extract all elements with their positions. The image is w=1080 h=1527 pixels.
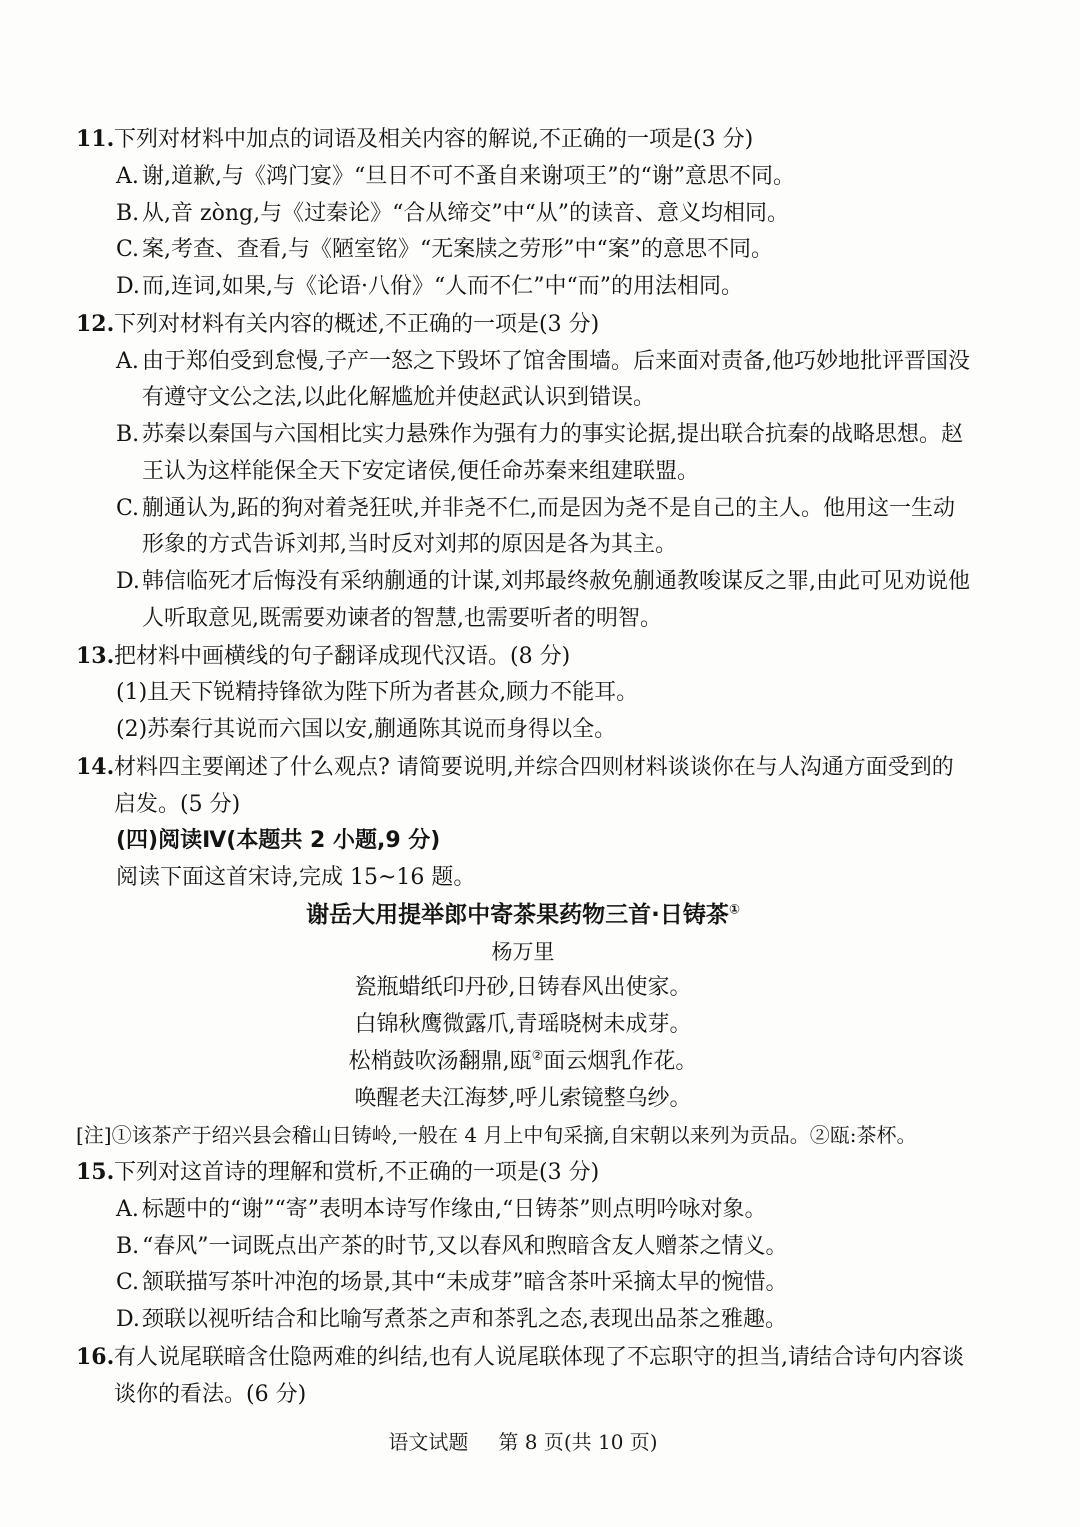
option-label: C.: [116, 495, 140, 521]
footer-exam-title: 语文试题: [388, 1430, 469, 1455]
question-14-number: 14.: [76, 753, 115, 780]
option-text: 由于郑伯受到怠慢,子产一怒之下毁坏了馆舍围墙。后来面对责备,他巧妙地批评晋国没有遵守文公之法,以此化解尴尬并使赵武认识到错误。: [142, 348, 970, 411]
question-16-stem: [76, 1339, 970, 1414]
question-16-stem-text: 有人说尾联暗含仕隐两难的纠结,也有人说尾联体现了不忘职守的担当,请结合诗句内容谈谈你的看法。(6 分): [114, 1344, 964, 1407]
option-label: A.: [116, 163, 139, 189]
question-13-number: 13.: [76, 642, 115, 669]
option-text: 颔联描写茶叶冲泡的场景,其中“未成芽”暗含茶叶采摘太早的惋惜。: [142, 1270, 788, 1296]
option-label: B.: [116, 1233, 140, 1259]
option-label: C.: [116, 237, 140, 263]
question-12-stem-text: 下列对材料有关内容的概述,不正确的一项是(3 分): [114, 311, 600, 337]
question-11-option-a: [116, 159, 970, 196]
option-text: 案,考查、查看,与《陋室铭》“无案牍之劳形”中“案”的意思不同。: [142, 237, 773, 263]
question-11-option-b: [116, 196, 970, 233]
section-4-heading: (四)阅读Ⅳ(本题共 2 小题,9 分): [116, 828, 441, 854]
question-13-stem: [76, 638, 970, 676]
poem-author: 杨万里: [491, 939, 555, 964]
question-15-number: 15.: [76, 1159, 115, 1185]
question-11-option-d: [116, 269, 970, 306]
option-label: D.: [116, 569, 140, 594]
footnote-marker-1: ①: [728, 902, 740, 918]
question-12: [76, 306, 970, 638]
question-11: [76, 121, 970, 306]
option-text: 从,音 zòng,与《过秦论》“合从缔交”中“从”的读音、意义均相同。: [142, 200, 790, 226]
question-13-sentence-1: (1)且天下锐精持锋欲为陛下所为者甚众,顾力不能耳。: [116, 680, 639, 706]
question-13-stem-text: 把材料中画横线的句子翻译成现代汉语。(8 分): [114, 643, 571, 669]
question-13-sentence-2: (2)苏秦行其说而六国以安,蒯通陈其说而身得以全。: [116, 717, 617, 742]
question-11-option-c: [116, 232, 970, 269]
option-label: B.: [116, 200, 140, 226]
poem-title: [76, 897, 970, 934]
option-label: A.: [116, 348, 139, 374]
question-14-stem: [76, 749, 970, 824]
page-footer: [76, 1424, 970, 1461]
question-16: [76, 1339, 970, 1414]
footer-page-number: 第 8 页(共 10 页): [498, 1430, 658, 1455]
question-15: [76, 1154, 970, 1339]
question-12-option-c: [116, 491, 970, 565]
option-label: C.: [116, 1270, 140, 1296]
option-text: 蒯通认为,跖的狗对着尧狂吠,并非尧不仁,而是因为尧不是自己的主人。他用这一生动形象的方式告诉刘邦,当时反对刘邦的原因是各为其主。: [142, 495, 955, 558]
question-15-option-c: [116, 1265, 970, 1302]
question-12-option-b: [116, 417, 970, 491]
poem-line-2: 白锦秋鹰微露爪,青瑶晓树未成芽。: [354, 1012, 692, 1037]
question-15-option-d: [116, 1302, 970, 1339]
question-14: [76, 749, 970, 824]
option-text: 颈联以视听结合和比喻写煮茶之声和茶乳之态,表现出品茶之雅趣。: [142, 1307, 787, 1332]
poem-line-3-text: 松梢鼓吹汤翻鼎,瓯: [348, 1048, 532, 1074]
poem-line-3-text-cont: 面云烟乳作花。: [543, 1048, 698, 1074]
option-text: 苏秦以秦国与六国相比实力悬殊作为强有力的事实论据,提出联合抗秦的战略思想。赵王认为这样能保全天下安定诸侯,便任命苏秦来组建联盟。: [142, 422, 963, 484]
option-label: A.: [116, 1196, 139, 1222]
footnote-marker-2: ②: [531, 1048, 544, 1064]
option-label: B.: [116, 422, 140, 447]
option-text: 而,连词,如果,与《论语·八佾》“人而不仁”中“而”的用法相同。: [142, 274, 743, 299]
question-12-stem: [76, 306, 970, 344]
question-14-stem-text: 材料四主要阐述了什么观点? 请简要说明,并综合四则材料谈谈你在与人沟通方面受到的启发。(5 分): [114, 754, 954, 817]
question-11-stem-text: 下列对材料中加点的词语及相关内容的解说,不正确的一项是(3 分): [114, 127, 754, 152]
option-text: 标题中的“谢”“寄”表明本诗写作缘由,“日铸茶”则点明吟咏对象。: [142, 1196, 767, 1222]
question-12-option-a: [116, 344, 970, 418]
question-15-stem: [76, 1154, 970, 1192]
option-label: D.: [116, 274, 140, 299]
question-13: [76, 638, 970, 749]
option-text: 谢,道歉,与《鸿门宴》“旦日不可不蚤自来谢项王”的“谢”意思不同。: [142, 163, 795, 189]
poem-block: [76, 897, 970, 1154]
option-text: “春风”一词既点出产茶的时节,又以春风和煦暗含友人赠茶之情义。: [142, 1233, 788, 1259]
option-text: 韩信临死才后悔没有采纳蒯通的计谋,刘邦最终赦免蒯通教唆谋反之罪,由此可见劝说他人听取意见,既需要劝谏者的智慧,也需要听者的明智。: [142, 569, 970, 631]
question-11-number: 11.: [76, 126, 115, 152]
poem-line-4: 唤醒老夫江海梦,呼儿索镜整乌纱。: [354, 1085, 692, 1111]
question-15-option-b: [116, 1229, 970, 1266]
question-11-stem: [76, 121, 970, 159]
question-12-option-d: [116, 564, 970, 638]
poem-line-3: [76, 1044, 970, 1081]
section-4-instruction: 阅读下面这首宋诗,完成 15~16 题。: [116, 865, 476, 890]
question-15-option-a: [116, 1192, 970, 1229]
poem-footnote: [注]①该茶产于绍兴县会稽山日铸岭,一般在 4 月上中旬采摘,自宋朝以来列为贡品。②瓯:茶杯。: [76, 1123, 917, 1148]
question-16-number: 16.: [76, 1343, 115, 1370]
question-15-stem-text: 下列对这首诗的理解和赏析,不正确的一项是(3 分): [114, 1160, 600, 1185]
poem-line-1: 瓷瓶蜡纸印丹砂,日铸春风出使家。: [354, 975, 692, 1001]
question-12-number: 12.: [76, 310, 115, 337]
poem-title-text: 谢岳大用提举郎中寄茶果药物三首·日铸茶: [306, 901, 729, 928]
option-label: D.: [116, 1307, 140, 1332]
